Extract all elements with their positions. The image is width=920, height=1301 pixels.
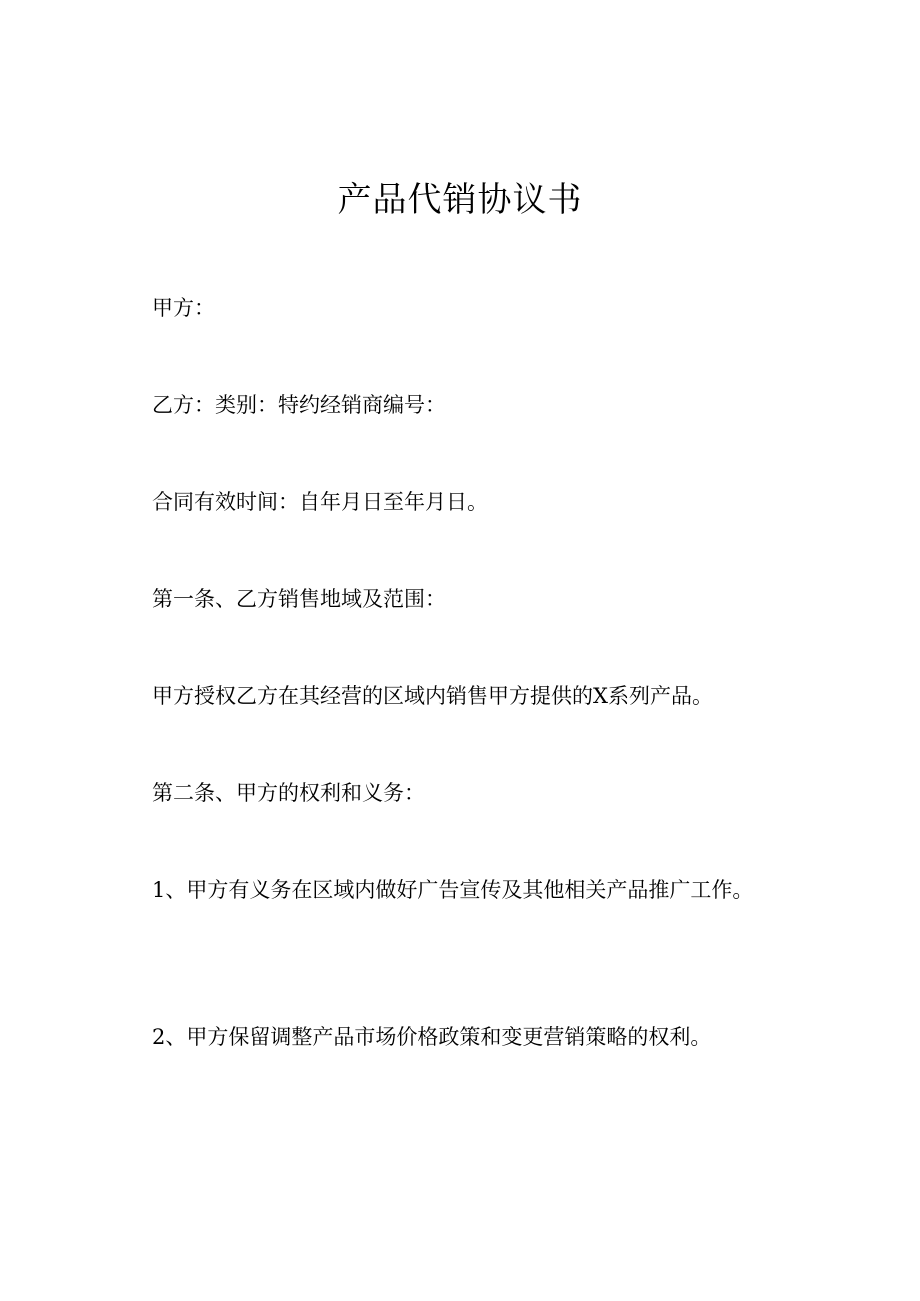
contract-period-line: 合同有效时间：自年月日至年月日。 bbox=[152, 490, 488, 514]
article-2-item-1: 1、甲方有义务在区域内做好广告宣传及其他相关产品推广工作。 bbox=[152, 878, 754, 902]
document-title: 产品代销协议书 bbox=[337, 180, 583, 220]
party-b-line: 乙方：类别：特约经销商编号： bbox=[152, 393, 446, 417]
article-1-body: 甲方授权乙方在其经营的区域内销售甲方提供的X系列产品。 bbox=[152, 684, 713, 708]
article-1-heading: 第一条、乙方销售地域及范围： bbox=[152, 587, 446, 611]
article-2-heading: 第二条、甲方的权利和义务： bbox=[152, 781, 425, 805]
party-a-line: 甲方： bbox=[152, 296, 215, 320]
article-2-item-2: 2、甲方保留调整产品市场价格政策和变更营销策略的权利。 bbox=[152, 1025, 712, 1049]
